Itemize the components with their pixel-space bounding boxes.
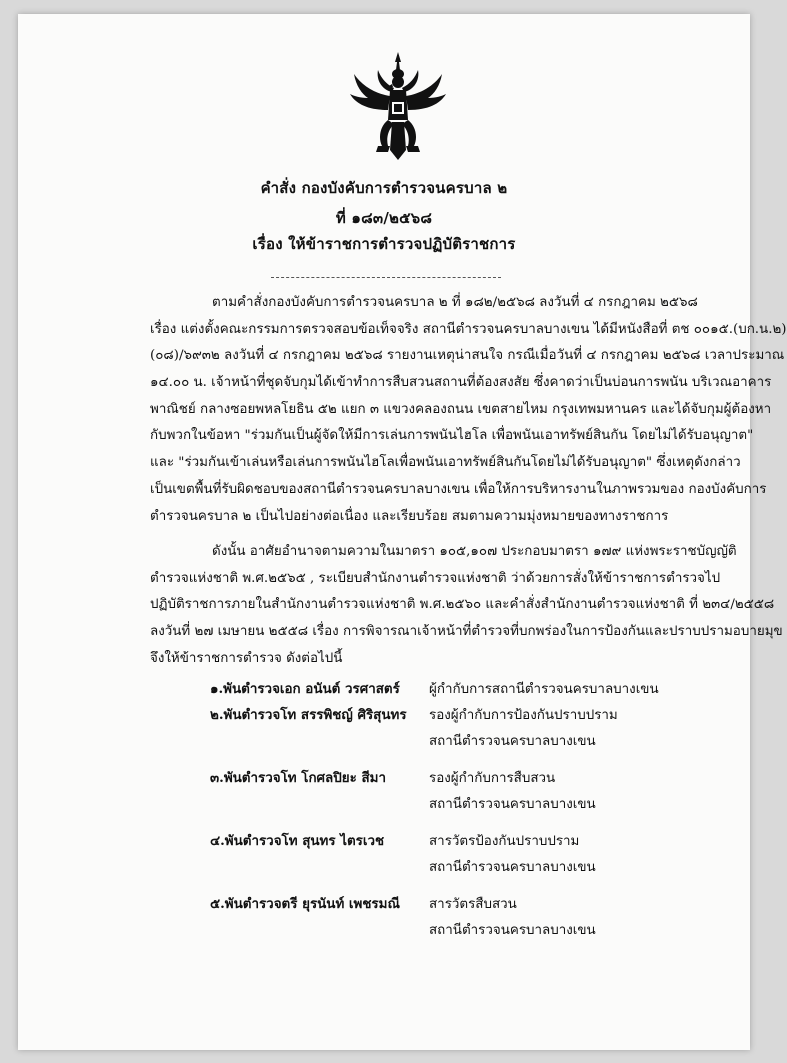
- officer-entry: [150, 703, 710, 766]
- officer-role-line: สถานีตำรวจนครบาลบางเขน: [429, 859, 596, 875]
- officer-name: ๓.พันตำรวจโท โกศลปิยะ สีมา: [210, 770, 386, 786]
- officer-role: [429, 677, 659, 703]
- paragraph-line: (๐๘)/๖๙๓๒ ลงวันที่ ๔ กรกฎาคม ๒๕๖๘ รายงานเหตุน่าสนใจ กรณีเมื่อวันที่ ๔ กรกฎาคม ๒๕๖๘ เวลาประมาณ: [150, 348, 785, 364]
- order-title: คำสั่ง กองบังคับการตำรวจนครบาล ๒: [260, 179, 508, 197]
- officer-name: ๑.พันตำรวจเอก อนันต์ วรศาสตร์: [210, 681, 400, 697]
- officer-name: ๒.พันตำรวจโท สรรพิชญ์ ศิริสุนทร: [210, 707, 407, 723]
- officer-entry: [150, 677, 710, 703]
- paragraph-line: เป็นเขตพื้นที่รับผิดชอบของสถานีตำรวจนครบาลบางเขน เพื่อให้การบริหารงานในภาพรวมของ กองบังคับการ: [150, 481, 767, 497]
- garuda-emblem-icon: [348, 50, 448, 166]
- order-number: ที่ ๑๘๓/๒๕๖๘: [335, 209, 433, 227]
- paragraph-line: กับพวกในข้อหา "ร่วมกันเป็นผู้จัดให้มีการเล่นการพนันไฮโล เพื่อพนันเอาทรัพย์สินกัน โดยไม่ได้รับอนุญาต": [150, 428, 754, 444]
- officer-role: [429, 766, 596, 817]
- paragraph-line: และ "ร่วมกันเข้าเล่นหรือเล่นการพนันไฮโลเพื่อพนันเอาทรัพย์สินกันโดยไม่ได้รับอนุญาต" ซึ่งเหตุดังกล่าว: [150, 455, 741, 471]
- officer-entry: [150, 766, 710, 829]
- paragraph-line: ๑๔.๐๐ น. เจ้าหน้าที่ชุดจับกุมได้เข้าทำการสืบสวนสถานที่ต้องสงสัย ซึ่งคาดว่าเป็นบ่อนการพนัน บริเวณอาคาร: [150, 375, 772, 391]
- officer-entry: [150, 829, 710, 892]
- order-subject: เรื่อง ให้ข้าราชการตำรวจปฏิบัติราชการ: [252, 235, 516, 253]
- officer-role-line: สถานีตำรวจนครบาลบางเขน: [429, 733, 596, 749]
- officer-role-line: ผู้กำกับการสถานีตำรวจนครบาลบางเขน: [429, 682, 659, 697]
- officer-role: [429, 892, 596, 943]
- paragraph-line: จึงให้ข้าราชการตำรวจ ดังต่อไปนี้: [150, 650, 343, 666]
- paragraph-line: เรื่อง แต่งตั้งคณะกรรมการตรวจสอบข้อเท็จจริง สถานีตำรวจนครบาลบางเขน ได้มีหนังสือที่ ตช ๐๐๑๕.(บก.น.๒): [150, 321, 787, 337]
- paragraph-line: ลงวันที่ ๒๗ เมษายน ๒๕๕๘ เรื่อง การพิจารณาเจ้าหน้าที่ตำรวจที่บกพร่องในการป้องกันและปราบปรามอบายมุข: [150, 624, 783, 640]
- officer-role: [429, 703, 618, 754]
- paragraph-line: ตำรวจแห่งชาติ พ.ศ.๒๕๖๕ , ระเบียบสำนักงานตำรวจแห่งชาติ ว่าด้วยการสั่งให้ข้าราชการตำรวจไป: [150, 570, 721, 586]
- officer-entry: [150, 892, 710, 955]
- officer-role-line: สารวัตรสืบสวน: [429, 897, 517, 912]
- paragraph-line: พาณิชย์ กลางซอยพหลโยธิน ๕๒ แยก ๓ แขวงคลองถนน เขตสายไหม กรุงเทพมหานคร และได้จับกุมผู้ต้องหา: [150, 401, 772, 417]
- officer-role: [429, 829, 596, 880]
- officer-name: ๔.พันตำรวจโท สุนทร ไตรเวช: [210, 833, 385, 849]
- paragraph-line: ตำรวจนครบาล ๒ เป็นไปอย่างต่อเนื่อง และเรียบร้อย สมตามความมุ่งหมายของทางราชการ: [150, 508, 669, 524]
- paragraph-line: ตามคำสั่งกองบังคับการตำรวจนครบาล ๒ ที่ ๑๘๒/๒๕๖๘ ลงวันที่ ๔ กรกฎาคม ๒๕๖๘: [212, 295, 698, 310]
- officer-role-line: สถานีตำรวจนครบาลบางเขน: [429, 922, 596, 938]
- paragraph-line: ดังนั้น อาศัยอำนาจตามความในมาตรา ๑๐๕,๑๐๗ ประกอบมาตรา ๑๗๙ แห่งพระราชบัญญัติ: [212, 544, 737, 559]
- header-divider: [271, 277, 501, 278]
- document-page: [18, 14, 787, 1050]
- officer-name: ๕.พันตำรวจตรี ยุรนันท์ เพชรมณี: [210, 896, 400, 912]
- paragraph-authority: [150, 539, 783, 672]
- paragraph-background: [150, 290, 787, 530]
- officer-list: [150, 677, 710, 955]
- officer-role-line: สารวัตรป้องกันปราบปราม: [429, 834, 580, 849]
- officer-role-line: สถานีตำรวจนครบาลบางเขน: [429, 796, 596, 812]
- officer-role-line: รองผู้กำกับการป้องกันปราบปราม: [429, 708, 618, 723]
- paragraph-line: ปฏิบัติราชการภายในสำนักงานตำรวจแห่งชาติ พ.ศ.๒๕๖๐ และคำสั่งสำนักงานตำรวจแห่งชาติ ที่ ๒๓๔/๒๕๕๘: [150, 597, 775, 613]
- officer-role-line: รองผู้กำกับการสืบสวน: [429, 771, 556, 786]
